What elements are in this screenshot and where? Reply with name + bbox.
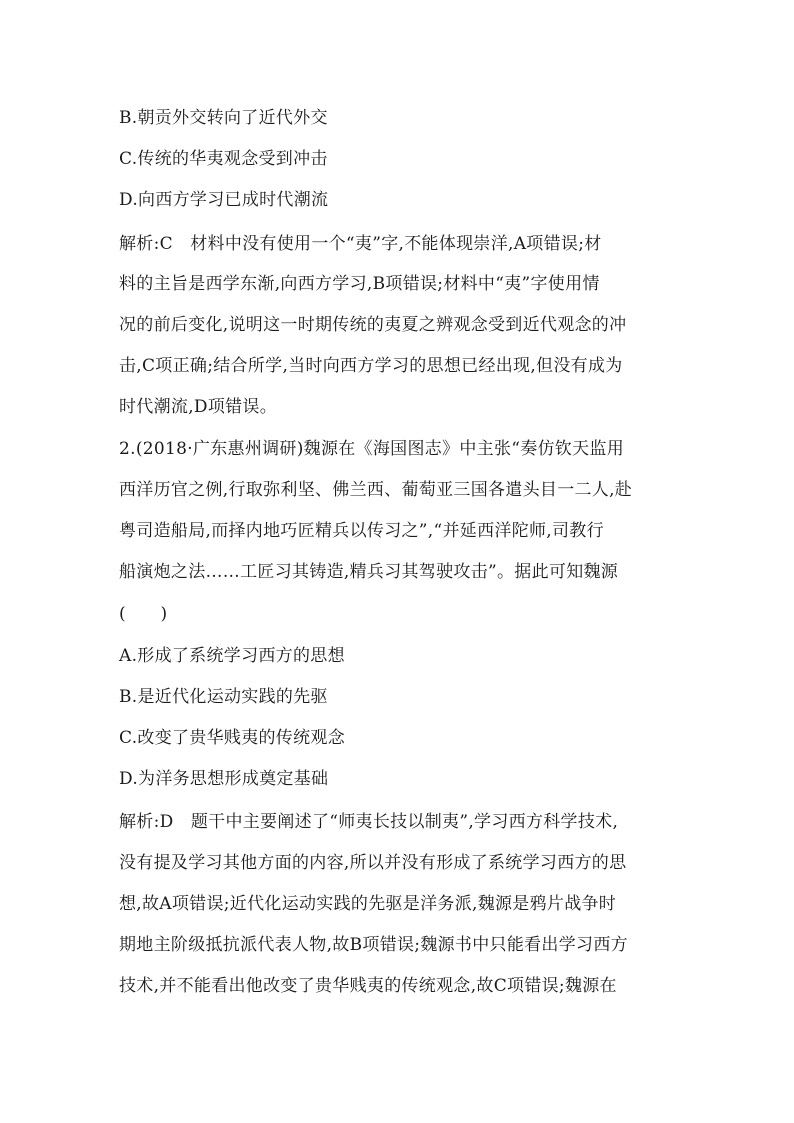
- analysis-q2-line-2: 没有提及学习其他方面的内容,所以并没有形成了系统学习西方的思: [119, 853, 627, 873]
- answer-blank: ( ): [119, 604, 168, 624]
- analysis-q1-line-2: 料的主旨是西学东渐,向西方学习,B项错误;材料中“夷”字使用情: [119, 274, 600, 294]
- option-a-q2: A.形成了系统学习西方的思想: [119, 646, 345, 666]
- analysis-q1-line-1: 解析:C 材料中没有使用一个“夷”字,不能体现崇洋,A项错误;材: [119, 234, 602, 254]
- option-c-q1: C.传统的华夷观念受到冲击: [119, 149, 328, 169]
- analysis-q2-line-5: 技术,并不能看出他改变了贵华贱夷的传统观念,故C项错误;魏源在: [119, 976, 617, 996]
- question-2-line-3: 粤司造船局,而择内地巧匠精兵以传习之”,“并延西洋陀师,司教行: [119, 521, 604, 541]
- option-d-q2: D.为洋务思想形成奠定基础: [119, 769, 329, 789]
- option-b-q2: B.是近代化运动实践的先驱: [119, 687, 328, 707]
- analysis-q1-line-5: 时代潮流,D项错误。: [119, 397, 278, 417]
- analysis-q2-line-4: 期地主阶级抵抗派代表人物,故B项错误;魏源书中只能看出学习西方: [119, 935, 628, 955]
- option-c-q2: C.改变了贵华贱夷的传统观念: [119, 728, 346, 748]
- option-b-q1: B.朝贡外交转向了近代外交: [119, 108, 328, 128]
- option-d-q1: D.向西方学习已成时代潮流: [119, 190, 329, 210]
- question-2-line-4: 船演炮之法……工匠习其铸造,精兵习其驾驶攻击”。据此可知魏源: [119, 562, 619, 582]
- question-2-line-1: 2.(2018·广东惠州调研)魏源在《海国图志》中主张“奏仿钦天监用: [119, 439, 625, 459]
- analysis-q1-line-4: 击,C项正确;结合所学,当时向西方学习的思想已经出现,但没有成为: [119, 356, 623, 376]
- analysis-q1-line-3: 况的前后变化,说明这一时期传统的夷夏之辨观念受到近代观念的冲: [119, 315, 627, 335]
- analysis-q2-line-1: 解析:D 题干中主要阐述了“师夷长技以制夷”,学习西方科学技术,: [119, 812, 619, 832]
- analysis-q2-line-3: 想,故A项错误;近代化运动实践的先驱是洋务派,魏源是鸦片战争时: [119, 894, 617, 914]
- question-2-line-2: 西洋历官之例,行取弥利坚、佛兰西、葡萄亚三国各遣头目一二人,赴: [119, 480, 633, 500]
